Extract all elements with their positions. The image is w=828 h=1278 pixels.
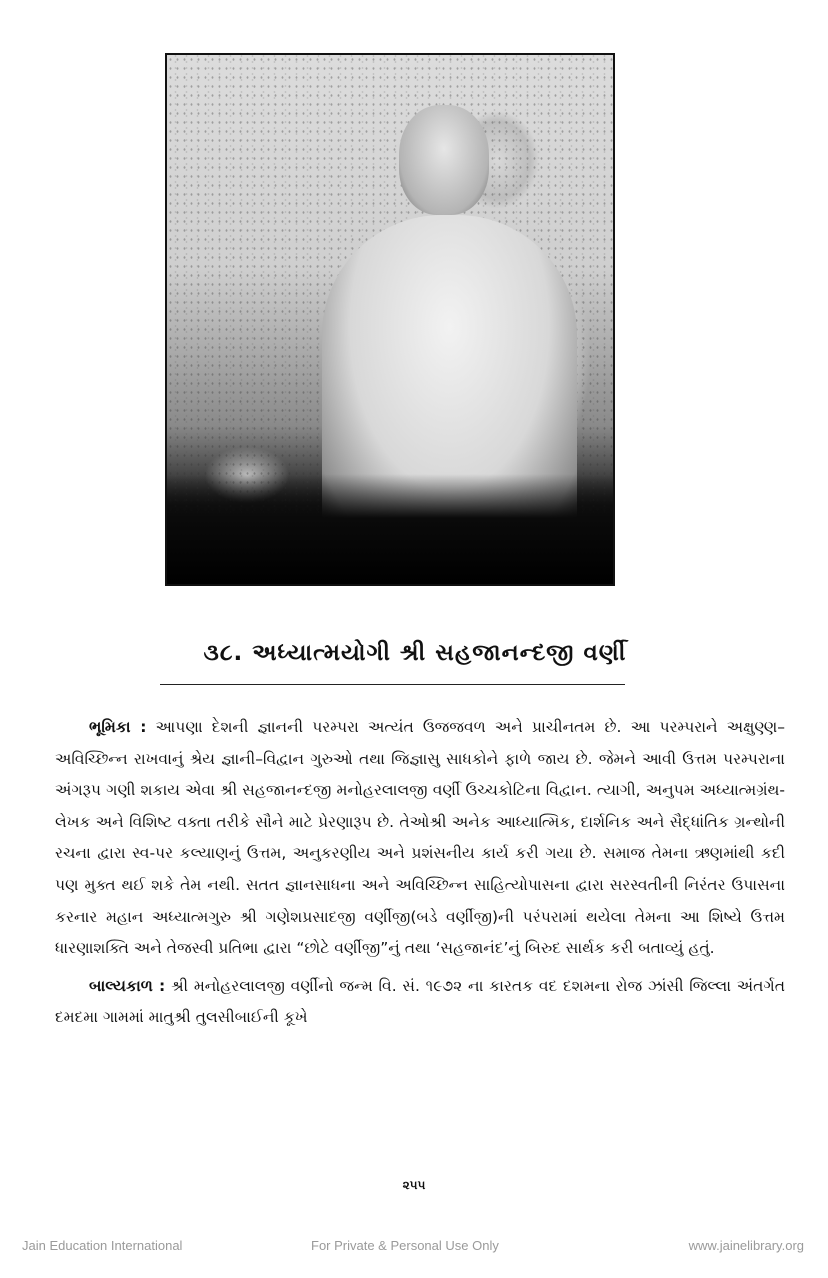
page-footer xyxy=(0,1238,828,1258)
portrait-figure-head xyxy=(399,105,489,215)
paragraph-text: શ્રી મનોહરલાલજી વર્ણીનો જન્મ વિ. સં. ૧૯૭૨ ના કારતક વદ દશમના રોજ ઝાંસી જિલ્લા અંતર્ગત દમદમા ગામમાં માતુશ્રી તુલસીબાઈની કૂખે xyxy=(55,976,785,1027)
chapter-title: ૩૮. અધ્યાત્મયોગી શ્રી સહજાનન્દજી વર્ણી xyxy=(203,640,627,666)
portrait-dark-foreground xyxy=(167,474,613,584)
paragraph-introduction xyxy=(55,712,785,965)
title-underline-divider xyxy=(160,684,625,685)
footer-website-link[interactable]: www.jainelibrary.org xyxy=(688,1238,804,1253)
footer-usage-note: For Private & Personal Use Only xyxy=(311,1238,499,1253)
paragraph-lead-heading: ભૂમિકા : xyxy=(89,718,147,736)
paragraph-text: આપણા દેશની જ્ઞાનની પરમ્પરા અત્યંત ઉજજવળ અને પ્રાચીનતમ છે. આ પરમ્પરાને અક્ષુણ્ણ–અવિચ્છિન્ન રાખવાનું શ્રેય જ્ઞાની–વિદ્વાન ગુરુઓ તથા જિજ્ઞાસુ સાધકોને ફાળે જાય છે. જેમને આવી ઉત્તમ પરમ્પરાના અંગરૂપ ગણી શકાય એવા શ્રી સહજાનન્દજી મનોહરલાલજી વર્ણી ઉચ્ચકોટિના વિદ્વાન. ત્યાગી, અનુપમ અધ્યાત્મગ્રંથ-લેખક અને વિશિષ્ટ વક્તા તરીકે સૌને માટે પ્રેરણારૂપ છે. તેઓશ્રી અનેક આધ્યાત્મિક, દાર્શનિક અને સૈદ્ધાંતિક ગ્રન્થોની રચના દ્વારા સ્વ-પર કલ્યાણનું ઉત્તમ, અનુકરણીય અને પ્રશંસનીય કાર્ય કરી ગયા છે. સમાજ તેમના ઋણમાંથી કદી પણ મુક્ત થઈ શકે તેમ નથી. સતત જ્ઞાનસાધના અને અવિચ્છિન્ન સાહિત્યોપાસના દ્વારા સરસ્વતીની નિરંતર ઉપાસના કરનાર મહાન અધ્યાત્મગુરુ શ્રી ગણેશપ્રસાદજી વર્ણીજી(બડે વર્ણીજી)ની પરંપરામાં થયેલા તેમના આ શિષ્યે ઉત્તમ ધારણાશક્તિ અને તેજસ્વી પ્રતિભા દ્વારા “છોટે વર્ણીજી”નું તથા ‘સહજાનંદ’નું બિરુદ સાર્થક કરી બતાવ્યું હતું. xyxy=(55,718,785,958)
paragraph-childhood xyxy=(55,971,785,1034)
article-body xyxy=(55,712,785,1040)
footer-publisher: Jain Education International xyxy=(22,1238,183,1253)
page-number: ૨૫૫ xyxy=(402,1178,426,1192)
portrait-photo xyxy=(165,53,615,586)
paragraph-lead-heading: બાલ્યકાળ : xyxy=(89,976,166,995)
